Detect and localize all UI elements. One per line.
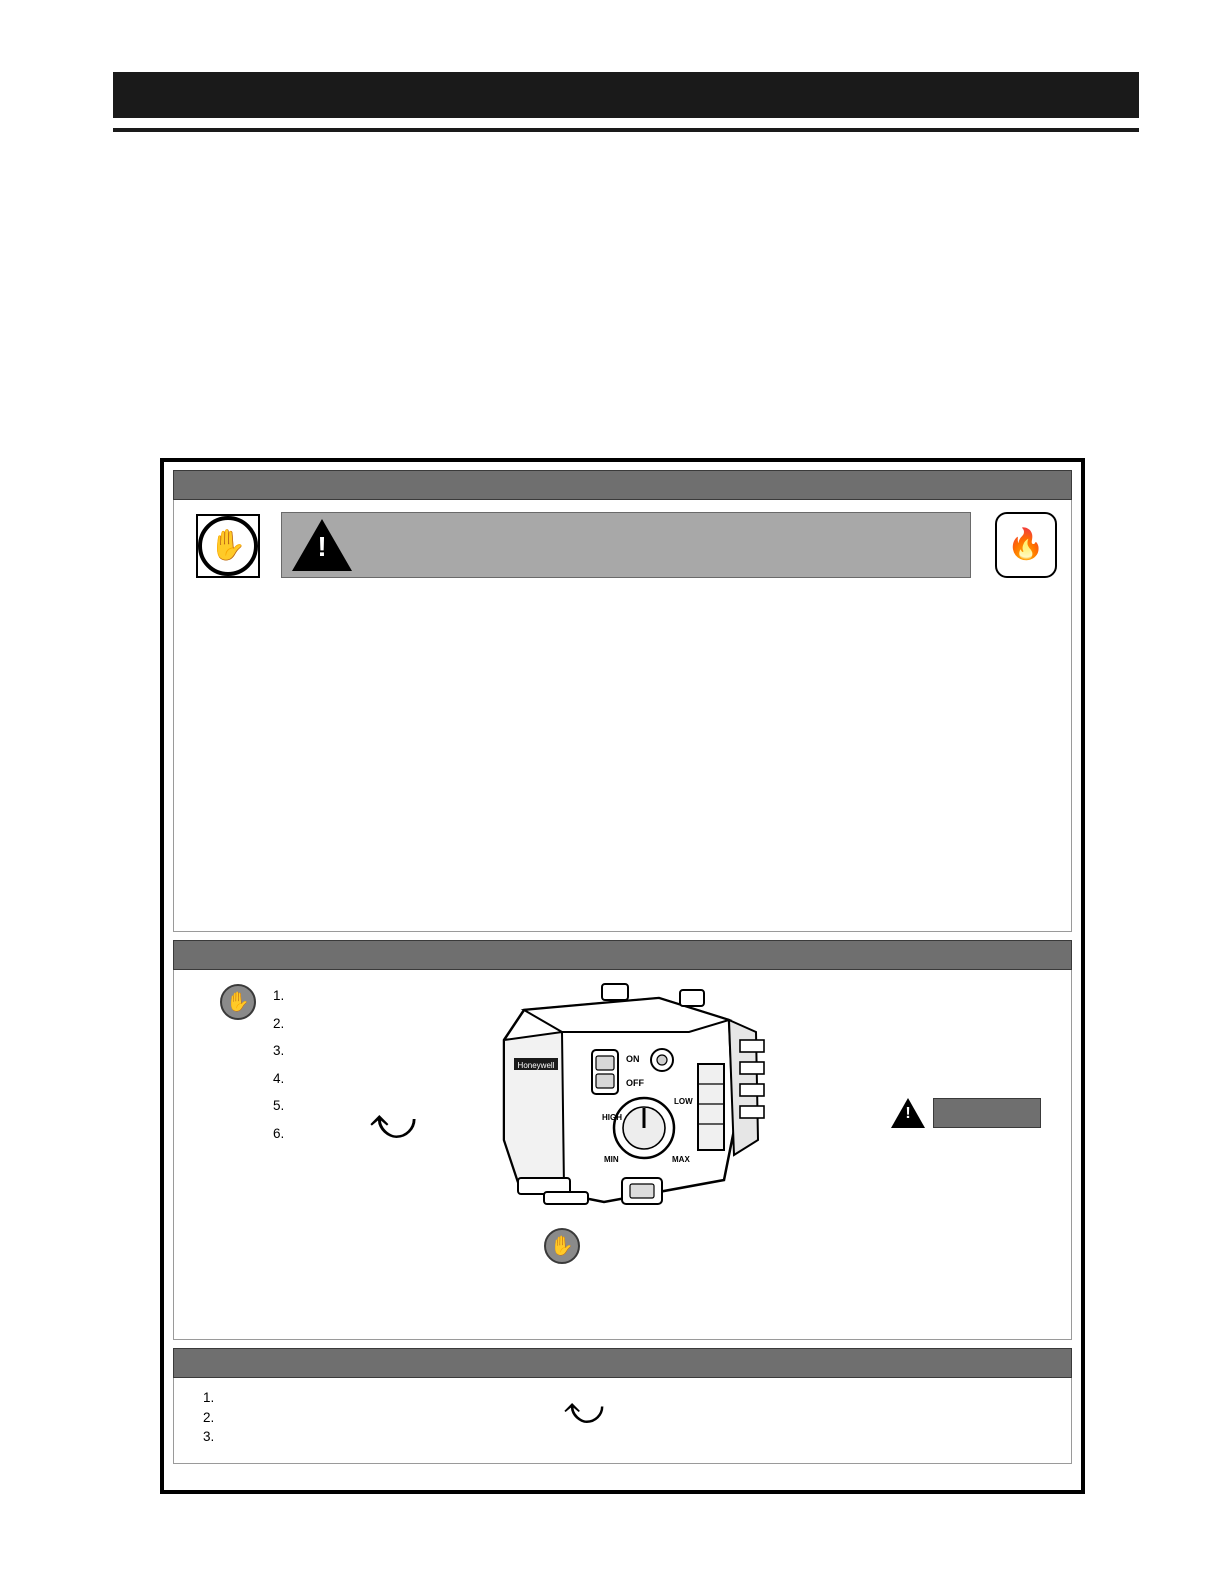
stop-hand-icon-box: [196, 514, 260, 578]
section-shutdown-header: [173, 1348, 1072, 1378]
valve-svg: [484, 980, 784, 1230]
warning-row: [174, 500, 1071, 586]
svg-text:MIN: MIN: [604, 1155, 619, 1164]
svg-text:ON: ON: [626, 1054, 640, 1064]
svg-text:OFF: OFF: [626, 1078, 644, 1088]
section-safety-header: [173, 470, 1072, 500]
safety-text-body: [200, 596, 1045, 607]
header-rule: [113, 128, 1139, 132]
section-safety-body: [173, 500, 1072, 932]
section-lighting: [173, 940, 1072, 1340]
rotate-counterclockwise-arrow-icon: ⤻: [564, 1390, 605, 1432]
stop-hand-icon-small: ✋: [544, 1228, 580, 1264]
shutdown-steps-list: [198, 1388, 1047, 1447]
gas-control-valve-diagram: [484, 980, 784, 1230]
note-callout: [891, 1098, 1041, 1128]
shutdown-steps: [198, 1388, 1047, 1447]
warning-triangle-icon: [292, 519, 352, 571]
list-item: [218, 1427, 1047, 1447]
section-shutdown: [173, 1348, 1072, 1464]
intro-text-block: [150, 170, 1100, 184]
page-title: [113, 72, 1139, 118]
svg-text:HIGH: HIGH: [602, 1113, 622, 1122]
warning-banner: [281, 512, 971, 578]
stop-hand-icon: [198, 516, 258, 576]
instruction-panel: [160, 458, 1085, 1494]
flame-icon: 🔥: [995, 512, 1057, 578]
section-lighting-body: [173, 970, 1072, 1340]
section-shutdown-body: [173, 1378, 1072, 1464]
rotate-counterclockwise-arrow-icon: ⤻: [370, 1099, 418, 1148]
warning-triangle-icon-small: [891, 1098, 925, 1128]
hand-glyph: ✋: [209, 529, 247, 562]
list-item: [218, 1408, 1047, 1428]
svg-text:LOW: LOW: [674, 1097, 693, 1106]
page-header-band: [113, 72, 1139, 118]
section-safety: [173, 470, 1072, 932]
note-label: [933, 1098, 1041, 1128]
list-item: [218, 1388, 1047, 1408]
svg-text:MAX: MAX: [672, 1155, 690, 1164]
stop-hand-icon-small: ✋: [220, 984, 256, 1020]
svg-text:Honeywell: Honeywell: [517, 1061, 555, 1070]
section-lighting-header: [173, 940, 1072, 970]
